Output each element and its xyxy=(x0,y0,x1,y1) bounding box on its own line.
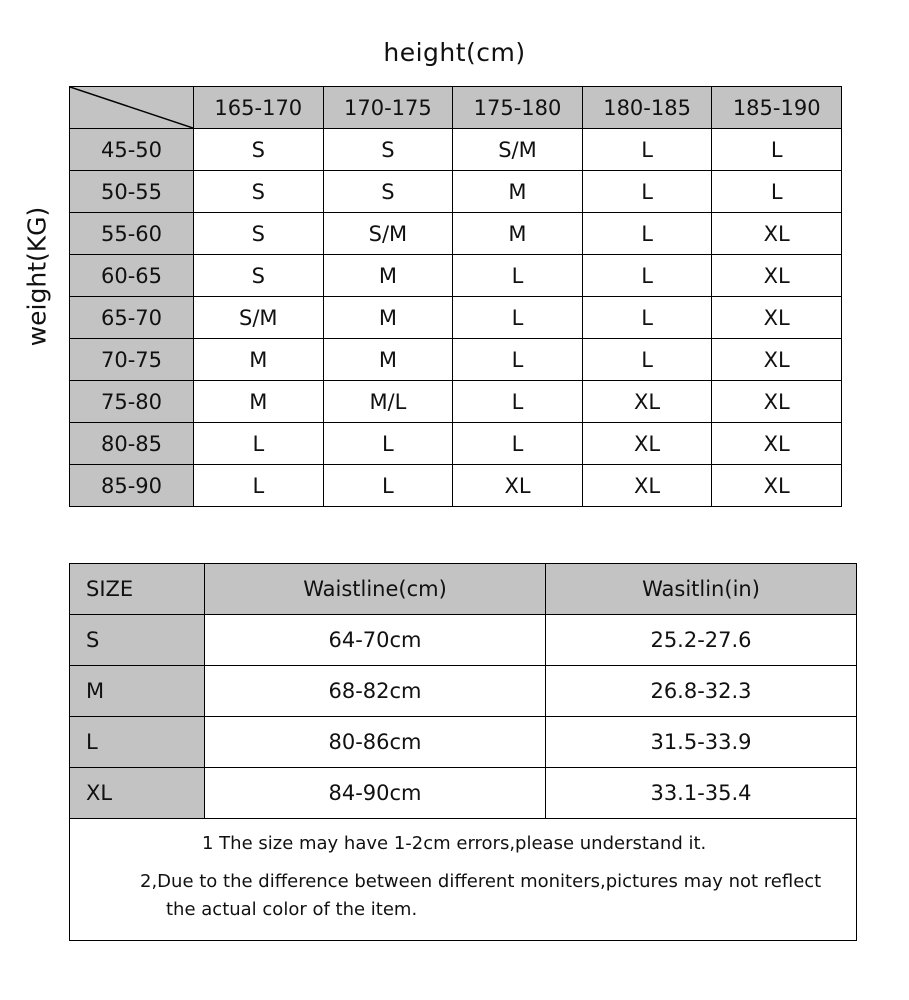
waist-row-in: 33.1-35.4 xyxy=(546,768,857,819)
matrix-cell: M/L xyxy=(323,381,453,423)
matrix-row-header: 75-80 xyxy=(70,381,194,423)
matrix-cell: S xyxy=(323,129,453,171)
matrix-cell: M xyxy=(194,339,324,381)
matrix-cell: XL xyxy=(453,465,583,507)
matrix-cell: XL xyxy=(582,465,712,507)
waist-row-in: 25.2-27.6 xyxy=(546,615,857,666)
matrix-cell: L xyxy=(453,255,583,297)
note-size-error: 1 The size may have 1-2cm errors,please understand it. xyxy=(202,833,707,854)
matrix-cell: S/M xyxy=(323,213,453,255)
matrix-cell: S xyxy=(194,255,324,297)
matrix-row-header: 60-65 xyxy=(70,255,194,297)
matrix-cell: L xyxy=(712,171,842,213)
table-row xyxy=(70,423,842,465)
matrix-cell: L xyxy=(582,255,712,297)
matrix-cell: L xyxy=(582,297,712,339)
waist-row-in: 31.5-33.9 xyxy=(546,717,857,768)
note-color-disclaimer-line2: the actual color of the item. xyxy=(166,898,418,920)
table-header-row xyxy=(70,87,842,129)
matrix-cell: L xyxy=(453,339,583,381)
matrix-cell: L xyxy=(712,129,842,171)
waist-row-size: XL xyxy=(70,768,205,819)
waist-col-header-in: Wasitlin(in) xyxy=(546,564,857,615)
waistline-table xyxy=(69,563,857,819)
matrix-cell: L xyxy=(194,465,324,507)
waist-row-cm: 68-82cm xyxy=(205,666,546,717)
matrix-col-header: 165-170 xyxy=(194,87,324,129)
size-matrix-table xyxy=(69,86,842,507)
weight-axis-title: weight(KG) xyxy=(22,206,52,347)
matrix-cell: M xyxy=(453,213,583,255)
matrix-cell: S xyxy=(323,171,453,213)
matrix-cell: M xyxy=(323,255,453,297)
matrix-cell: XL xyxy=(712,339,842,381)
table-row xyxy=(70,213,842,255)
height-axis-title: height(cm) xyxy=(383,38,526,67)
waist-row-cm: 80-86cm xyxy=(205,717,546,768)
matrix-row-header: 55-60 xyxy=(70,213,194,255)
matrix-cell: M xyxy=(323,339,453,381)
diagonal-divider-icon xyxy=(70,87,193,128)
waist-col-header-size: SIZE xyxy=(70,564,205,615)
matrix-col-header: 175-180 xyxy=(453,87,583,129)
matrix-cell: S xyxy=(194,213,324,255)
matrix-col-header: 180-185 xyxy=(582,87,712,129)
table-row xyxy=(70,129,842,171)
table-row xyxy=(70,717,857,768)
table-row xyxy=(70,768,857,819)
matrix-cell: L xyxy=(323,465,453,507)
matrix-cell: XL xyxy=(712,465,842,507)
waist-row-cm: 64-70cm xyxy=(205,615,546,666)
table-row xyxy=(70,339,842,381)
matrix-cell: L xyxy=(582,213,712,255)
matrix-corner-cell xyxy=(70,87,194,129)
note-color-disclaimer xyxy=(94,868,832,924)
matrix-cell: L xyxy=(323,423,453,465)
table-row xyxy=(70,381,842,423)
matrix-cell: XL xyxy=(712,213,842,255)
matrix-cell: XL xyxy=(582,423,712,465)
waist-col-header-cm: Waistline(cm) xyxy=(205,564,546,615)
matrix-row-header: 70-75 xyxy=(70,339,194,381)
matrix-cell: S/M xyxy=(453,129,583,171)
matrix-cell: S xyxy=(194,129,324,171)
matrix-row-header: 50-55 xyxy=(70,171,194,213)
table-row xyxy=(70,615,857,666)
matrix-cell: L xyxy=(582,171,712,213)
matrix-cell: L xyxy=(582,339,712,381)
notes-block xyxy=(69,818,857,941)
matrix-cell: XL xyxy=(712,423,842,465)
note-color-disclaimer-line1: 2,Due to the difference between different moniters,pictures may not reflect xyxy=(140,870,822,892)
matrix-cell: L xyxy=(194,423,324,465)
matrix-cell: L xyxy=(453,381,583,423)
matrix-row-header: 85-90 xyxy=(70,465,194,507)
matrix-cell: XL xyxy=(712,381,842,423)
waist-row-in: 26.8-32.3 xyxy=(546,666,857,717)
table-row xyxy=(70,255,842,297)
waist-row-size: M xyxy=(70,666,205,717)
matrix-cell: M xyxy=(194,381,324,423)
table-row xyxy=(70,171,842,213)
matrix-cell: L xyxy=(582,129,712,171)
matrix-row-header: 65-70 xyxy=(70,297,194,339)
table-row xyxy=(70,297,842,339)
matrix-col-header: 170-175 xyxy=(323,87,453,129)
waist-row-size: L xyxy=(70,717,205,768)
matrix-cell: XL xyxy=(712,255,842,297)
matrix-cell: L xyxy=(453,297,583,339)
matrix-cell: S/M xyxy=(194,297,324,339)
matrix-row-header: 45-50 xyxy=(70,129,194,171)
matrix-cell: M xyxy=(453,171,583,213)
matrix-cell: M xyxy=(323,297,453,339)
matrix-cell: L xyxy=(453,423,583,465)
matrix-row-header: 80-85 xyxy=(70,423,194,465)
matrix-cell: XL xyxy=(712,297,842,339)
matrix-cell: S xyxy=(194,171,324,213)
waist-row-size: S xyxy=(70,615,205,666)
table-header-row xyxy=(70,564,857,615)
table-row xyxy=(70,465,842,507)
table-row xyxy=(70,666,857,717)
matrix-col-header: 185-190 xyxy=(712,87,842,129)
matrix-cell: XL xyxy=(582,381,712,423)
waist-row-cm: 84-90cm xyxy=(205,768,546,819)
